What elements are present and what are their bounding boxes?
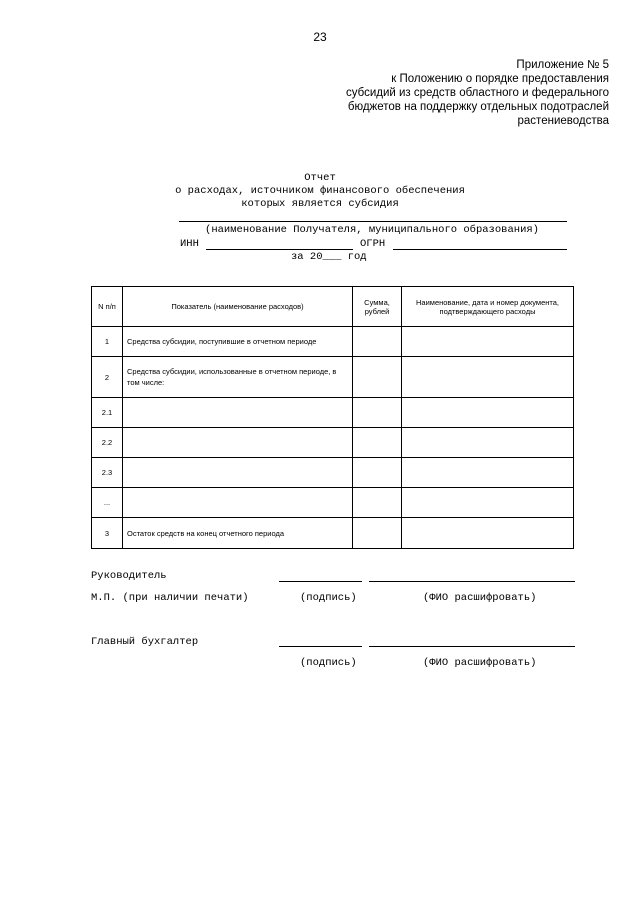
row-indicator: Средства субсидии, использованные в отчетном периоде, в том числе: (123, 357, 353, 398)
row-sum-cell[interactable] (353, 488, 402, 518)
table-row (92, 357, 574, 398)
table-row (92, 327, 574, 357)
table-row (92, 428, 574, 458)
row-num: 2.2 (92, 428, 123, 458)
accountant-fio-field[interactable] (369, 646, 575, 647)
header-document: Наименование, дата и номер документа, подтверждающего расходы (402, 287, 574, 327)
row-document-cell[interactable] (402, 458, 574, 488)
table-row (92, 488, 574, 518)
report-subtitle: которых является субсидия (241, 198, 399, 210)
period-text: за 20___ год (291, 251, 367, 263)
page-number: 23 (313, 30, 327, 44)
row-num: 2 (92, 357, 123, 398)
table-header-row (92, 287, 574, 327)
inn-field[interactable] (206, 249, 353, 250)
head-fio-field[interactable] (369, 581, 575, 582)
row-document-cell[interactable] (402, 327, 574, 357)
head-label: Руководитель (91, 570, 167, 582)
recipient-name-line[interactable] (179, 221, 567, 222)
appendix-line: растениеводства (517, 115, 609, 127)
row-indicator[interactable] (123, 488, 353, 518)
appendix-line: Приложение № 5 (516, 59, 609, 71)
row-num: 2.3 (92, 458, 123, 488)
table-row (92, 458, 574, 488)
row-sum-cell[interactable] (353, 428, 402, 458)
head-signature-field[interactable] (279, 581, 362, 582)
row-indicator[interactable] (123, 458, 353, 488)
row-num: 3 (92, 518, 123, 549)
report-title: Отчет (304, 172, 336, 184)
accountant-signature-field[interactable] (279, 646, 362, 647)
accountant-signature-caption: (подпись) (300, 657, 357, 669)
appendix-header (346, 58, 609, 128)
ogrn-label: ОГРН (360, 238, 386, 250)
row-sum-cell[interactable] (353, 398, 402, 428)
row-document-cell[interactable] (402, 428, 574, 458)
row-indicator[interactable] (123, 428, 353, 458)
row-sum-cell[interactable] (353, 357, 402, 398)
header-sum: Сумма, рублей (353, 287, 402, 327)
inn-label: ИНН (180, 238, 199, 250)
accountant-label: Главный бухгалтер (91, 636, 199, 648)
row-indicator: Остаток средств на конец отчетного периода (123, 518, 353, 549)
table-row (92, 398, 574, 428)
row-sum-cell[interactable] (353, 518, 402, 549)
appendix-line: к Положению о порядке предоставления (391, 73, 609, 85)
row-num: ... (92, 488, 123, 518)
row-num: 1 (92, 327, 123, 357)
row-document-cell[interactable] (402, 398, 574, 428)
row-document-cell[interactable] (402, 488, 574, 518)
head-fio-caption: (ФИО расшифровать) (423, 592, 537, 604)
row-num: 2.1 (92, 398, 123, 428)
head-signature-caption: (подпись) (300, 592, 357, 604)
header-indicator: Показатель (наименование расходов) (123, 287, 353, 327)
row-sum-cell[interactable] (353, 327, 402, 357)
accountant-fio-caption: (ФИО расшифровать) (423, 657, 537, 669)
appendix-line: бюджетов на поддержку отдельных подотраслей (347, 101, 609, 113)
ogrn-field[interactable] (393, 249, 567, 250)
row-document-cell[interactable] (402, 357, 574, 398)
appendix-line: субсидий из средств областного и федерального (345, 87, 609, 99)
row-sum-cell[interactable] (353, 458, 402, 488)
report-subtitle: о расходах, источником финансового обеспечения (175, 185, 465, 197)
stamp-label: М.П. (при наличии печати) (91, 592, 249, 604)
row-indicator: Средства субсидии, поступившие в отчетном периоде (123, 327, 353, 357)
row-indicator[interactable] (123, 398, 353, 428)
row-document-cell[interactable] (402, 518, 574, 549)
table-row (92, 518, 574, 549)
header-num: N п/п (92, 287, 123, 327)
report-table (91, 286, 574, 549)
recipient-caption: (наименование Получателя, муниципального образования) (205, 224, 539, 236)
